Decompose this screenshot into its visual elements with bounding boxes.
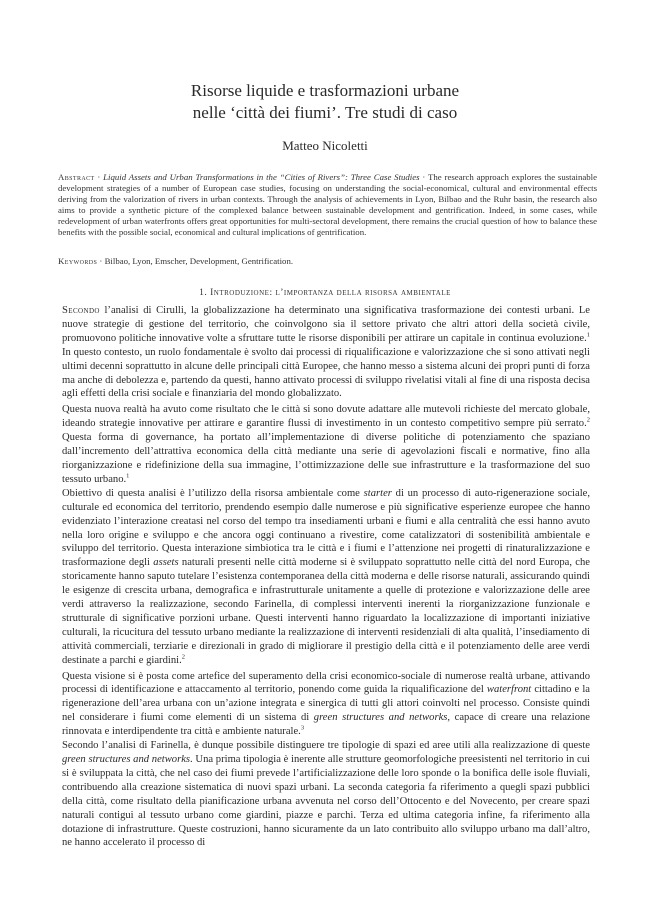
abstract-english-title: Liquid Assets and Urban Transformations in the “Cities of Rivers”: Three Case Studies bbox=[103, 172, 420, 182]
paragraph-5-text-a: Secondo l’analisi di Farinella, è dunque possibile distinguere tre tipologie di spazi ed aree utili alla realizzazione di queste bbox=[62, 740, 590, 752]
article-body bbox=[62, 304, 590, 850]
paragraph-3-text-b: di un processo di auto-rigenerazione sociale, culturale ed economica del territorio, prendendo esempio dalle numerose e più significative esperienze europee che hanno evidenziato l’interazione creatasi nel corso del tempo tra insediamenti urbani e fiumi e alla centralità che essi hanno avuto nella loro origine e sviluppo e che ancora oggi continuano a rivestire, come catalizzatori di sostenibilità ambientale e sviluppo del territorio. Questa interazione simbiotica tra le città e i fiumi e l’attenzione nei progetti di rinaturalizzazione e trasformazione degli bbox=[62, 487, 590, 569]
keywords-separator: · bbox=[97, 256, 105, 266]
paragraph-1 bbox=[62, 304, 590, 401]
article-title-line-1: Risorse liquide e trasformazioni urbane bbox=[190, 81, 460, 100]
paragraph-2-text-b: Questa forma di governance, ha portato all’implementazione di diverse politiche di potenziamento che spaziano dall’incremento dell’attrattiva economica della città mediante una serie di agevolazioni fiscali e normative, fino alla riorganizzazione e ridefinizione della sua immagine, l’ottimizzazione delle sue infrastrutture e la trasformazione del suo tessuto urbano. bbox=[62, 432, 590, 485]
italic-term: assets bbox=[153, 557, 179, 569]
paragraph-3-text-c: naturali presenti nelle città moderne si è sviluppato soprattutto nelle città del nord Europa, che storicamente hanno saputo tutelare l’esistenza contemporanea della città moderna e delle risorse naturali, assicurando quindi le esigenze di crescita urbana, demografica e infrastrutturale unitamente a quelle di protezione e valorizzazione delle aree verdi attraverso la realizzazione, secondo Farinella, di complessi interventi inerenti la riorganizzazione funzionale e strutturale di significative porzioni urbane. Questi interventi hanno riguardato la localizzazione di importanti iniziative culturali, la ricucitura del tessuto urbano mediante la realizzazione di interventi residenziali di alta qualità, l’insediamento di attività commerciali, terziarie e direzionali in grado di migliorare il prestigio della città e il potenziamento delle aree verdi destinate a parchi e giardini. bbox=[62, 557, 591, 666]
footnote-ref: 1 bbox=[126, 472, 130, 480]
paragraph-4-text-a: Questa visione si è posta come artefice del superamento della crisi economico-sociale di numerose realtà urbane, attivando processi di identificazione e attaccamento al territorio, ponendo come guida la riqualificazione del bbox=[62, 670, 590, 696]
italic-term: green structures and networks bbox=[62, 754, 191, 765]
italic-term: starter bbox=[363, 487, 392, 499]
abstract-separator-2: · bbox=[419, 172, 429, 182]
paragraph-5 bbox=[62, 739, 590, 850]
section-heading: 1. Introduzione: l’importanza della risorsa ambientale bbox=[199, 288, 451, 298]
keywords-text: Bilbao, Lyon, Emscher, Development, Gentrification. bbox=[104, 256, 294, 266]
footnote-ref: 2 bbox=[586, 416, 590, 424]
footnote-ref: 2 bbox=[181, 653, 185, 661]
footnote-ref: 1 bbox=[586, 331, 590, 339]
paragraph-3 bbox=[62, 487, 590, 668]
article-title-line-2: nelle ‘città dei fiumi’. Tre studi di caso bbox=[192, 103, 458, 122]
footnote-ref: 3 bbox=[300, 724, 305, 732]
keywords-label: Keywords bbox=[58, 256, 98, 266]
paragraph-2-text-a: Questa nuova realtà ha avuto come risultato che le città si sono dovute adattare alle mutevoli richieste del mercato globale, ideando strategie innovative per attirare e garantire flussi di investimento in un contesto competitivo sempre più serrato. bbox=[62, 404, 590, 430]
paragraph-2 bbox=[62, 403, 590, 486]
italic-term: green structures and networks bbox=[313, 712, 448, 724]
italic-term: waterfront bbox=[486, 684, 532, 696]
abstract-text: The research approach explores the sustainable development strategies of a number of European case studies, focusing on understanding the social-economical, cultural and environmental effects deriving from the valorization of rivers in urban contexts. Through the analysis of achievements in Lyon, Bilbao and the Ruhr basin, the research also aims to provide a synthetic picture of the complexed balance between sustainable development and gentrification. Indeed, in some cases, while redevelopment of urban waterfronts offers great opportunities for multi-sectoral development, there remains the crucial question of how to balance these benefits with the possible social, economical and cultural implications of gentrification. bbox=[58, 172, 598, 237]
paragraph-4-text-b: cittadino e la rigenerazione dell’area urbana con un’azione integrata e sinergica di tutti gli attori coinvolti nel processo. Consiste quindi nel considerare i fiumi come elementi di un sistema di bbox=[62, 684, 590, 724]
abstract-separator: · bbox=[94, 172, 104, 182]
abstract-label: Abstract bbox=[58, 172, 95, 182]
abstract-block bbox=[58, 172, 597, 238]
keywords-block bbox=[58, 256, 597, 267]
paragraph-5-text-b: . Una prima tipologia è inerente alle strutture geomorfologiche preesistenti nel territorio in cui si è sviluppata la città, che nel caso dei fiumi prevede l’artificializzazione delle loro sponde o la bonifica delle isole fluviali, contribuendo alla creazione sistematica di nuovi spazi urbani. La seconda categoria fa riferimento a quegli spazi pubblici della città, come risultato della pianificazione urbana avvenuta nel corso dell’Ottocento e del Novecento, per creare spazi naturali contigui al tessuto urbano come giardini, piazze e parchi. Terza ed ultima categoria infine, fa riferimento alla dotazione di infrastrutture. Queste costruzioni, hanno sicuramente da un lato contribuito allo sviluppo urbano ma dall’altro, ne hanno accelerato il processo di bbox=[62, 754, 590, 849]
paragraph-lead-word: Secondo bbox=[62, 305, 100, 316]
paragraph-3-text-a: Obiettivo di questa analisi è l’utilizzo della risorsa ambientale come bbox=[62, 487, 364, 499]
paragraph-4 bbox=[62, 670, 590, 740]
author-name: Matteo Nicoletti bbox=[282, 138, 368, 153]
paragraph-1-text-a: l’analisi di Cirulli, la globalizzazione ha determinato una significativa trasformazione dei contesti urbani. Le nuove strategie di gestione del territorio, che coinvolgono sia il settore privato che altri attori della società civile, promuovono politiche innovative volte a sfruttare tutte le risorse disponibili per attirare un capitale in continua evoluzione. bbox=[62, 305, 590, 344]
paragraph-1-text-b: In questo contesto, un ruolo fondamentale è svolto dai processi di riqualificazione e valorizzazione che si sono attivati negli ultimi decenni soprattutto in alcune delle principali città Europee, che hanno messo a sistema alcuni dei propri punti di forza ma anche di debolezza e, partendo da questi, hanno attivato processi di sviluppo rivelatisi vitali al fine di una risposta decisa agli effetti della crisi sociale e finanziaria del mondo globalizzato. bbox=[62, 346, 590, 400]
paragraph-4-text-c: , capace di creare una relazione rinnovata e interdipendente tra città e ambiente naturale. bbox=[62, 712, 590, 738]
